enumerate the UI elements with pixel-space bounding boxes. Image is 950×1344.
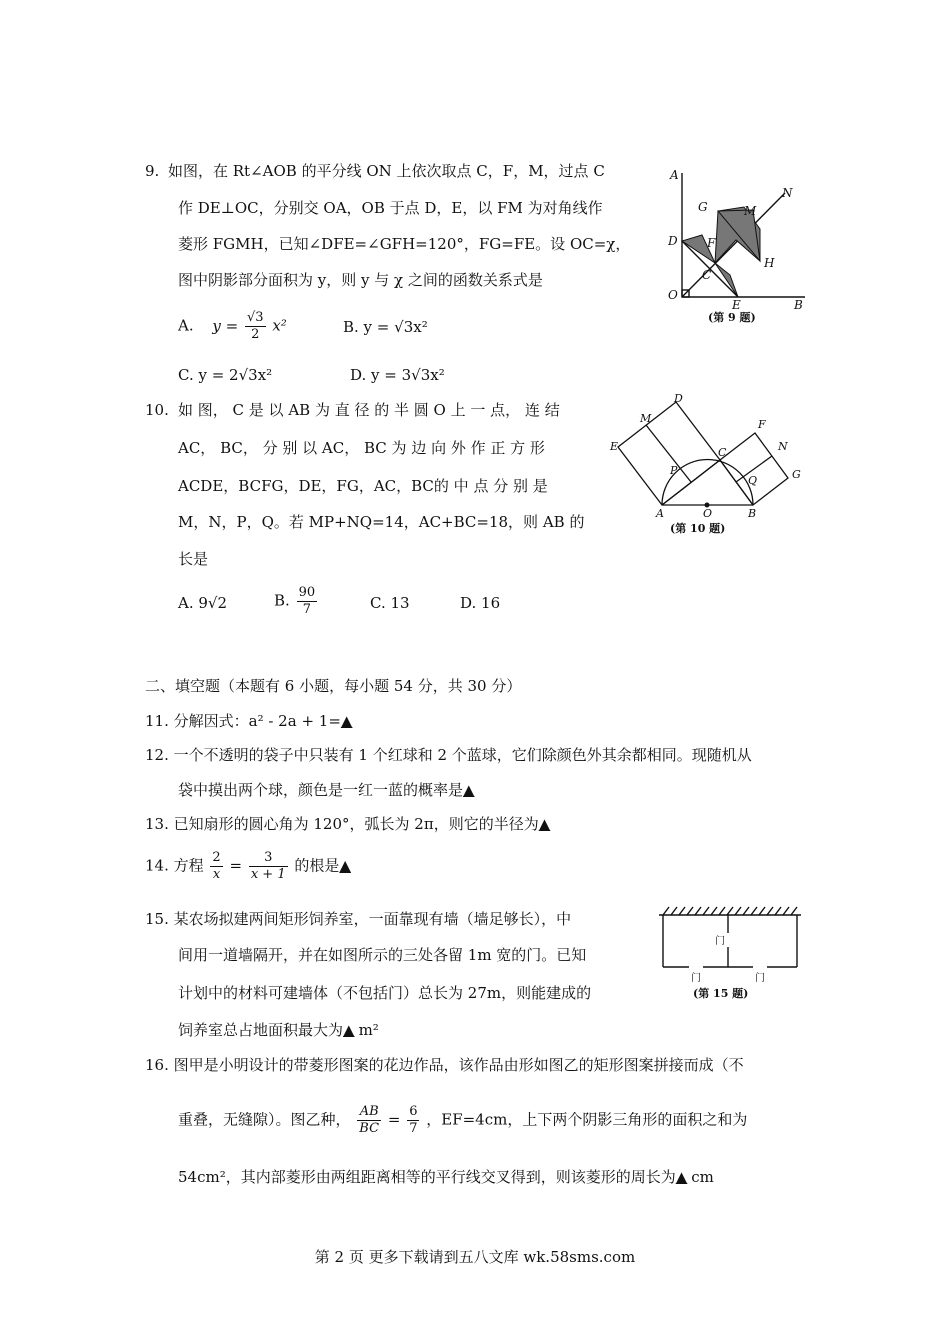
q12-line-2 [178, 780, 475, 800]
q14-fraction-1-denominator: x [212, 867, 221, 882]
q15-line-2: 间用一道墙隔开，并在如图所示的三处各留 1m 宽的门。已知 [178, 946, 587, 964]
q9-line-3: 菱形 FGMH，已知∠DFE=∠GFH=120°，FG=FE。设 OC=χ， [178, 235, 631, 253]
q15-door-left: 门 [691, 973, 701, 984]
q10-option-d: D. 16 [460, 594, 501, 612]
q10-label-g: G [792, 468, 801, 481]
q9-label-f: F [707, 236, 716, 250]
q9-label-m: M [744, 204, 757, 218]
q15-line-4 [178, 1020, 379, 1040]
q12-answer-blank: ▲ [463, 781, 475, 799]
q10-line-1: 如 图， C 是 以 AB 为 直 径 的 半 圆 O 上 一 点， 连 结 [178, 401, 560, 419]
q16-fraction-2-numerator: 6 [409, 1104, 418, 1119]
q14-fraction-2-denominator: x + 1 [250, 867, 286, 882]
q10-option-c: C. 13 [370, 594, 410, 612]
q10-option-b-label: B. [274, 591, 290, 610]
q16-fraction-1 [357, 1104, 381, 1137]
q16-line-2-pre: 重叠，无缝隙）。图乙种， [178, 1110, 351, 1129]
q10-label-e: E [610, 440, 619, 453]
q16-line-1: 16. 图甲是小明设计的带菱形图案的花边作品，该作品由形如图乙的矩形图案拼接而成（不 [145, 1056, 744, 1074]
q9-line-4: 图中阴影部分面积为 y，则 y 与 χ 之间的函数关系式是 [178, 271, 543, 289]
q9-number: 9. [145, 162, 160, 180]
q16-fraction-2 [407, 1104, 419, 1137]
q13-answer-blank: ▲ [538, 815, 551, 833]
q10-line-2: AC， BC， 分 别 以 AC， BC 为 边 向 外 作 正 方 形 [178, 439, 545, 457]
q16-fraction-1-numerator: AB [357, 1104, 381, 1121]
q10-option-a: A. 9√2 [178, 594, 228, 612]
q14-pre: 14. 方程 [145, 856, 204, 875]
q16-line-3 [178, 1167, 714, 1187]
q9-label-c: C [702, 268, 712, 282]
q9-option-d: D. y = 3√3x² [350, 366, 445, 384]
q15-line-3: 计划中的材料可建墙体（不包括门）总长为 27m，则能建成的 [178, 984, 592, 1002]
q14-fraction-1 [210, 850, 222, 883]
q10-line-3: ACDE，BCFG，DE，FG，AC，BC的 中 点 分 别 是 [178, 477, 548, 495]
q10-label-f: F [758, 418, 766, 431]
q9-label-b: B [794, 298, 803, 312]
q9-option-c: C. y = 2√3x² [178, 366, 273, 384]
q9-label-d: D [668, 234, 678, 248]
q9-option-a-fraction [245, 310, 266, 343]
q9-label-a: A [670, 168, 679, 182]
q15-door-right: 门 [755, 973, 765, 984]
q15-figure-caption: (第 15 题) [693, 987, 749, 1000]
q14 [145, 850, 351, 883]
q15-unit: m² [358, 1021, 379, 1039]
q14-answer-blank: ▲ [339, 856, 351, 875]
q14-fraction-2 [249, 850, 288, 883]
q16-equals: = [387, 1110, 401, 1129]
q10-option-b-denominator: 7 [302, 602, 311, 617]
q10-label-a: A [656, 507, 664, 520]
q9-option-a-denominator: 2 [251, 327, 260, 342]
q9-label-g: G [698, 200, 708, 214]
q11-answer-blank: ▲ [340, 712, 353, 730]
q10-line-5: 长是 [178, 550, 209, 568]
q9-line-1: 如图，在 Rt∠AOB 的平分线 ON 上依次取点 C，F，M，过点 C [168, 162, 605, 180]
q14-fraction-1-numerator: 2 [212, 850, 221, 865]
section-2-title: 二、填空题（本题有 6 小题，每小题 54 分，共 30 分） [145, 677, 522, 695]
q13-text: 13. 已知扇形的圆心角为 120°，弧长为 2π，则它的半径为 [145, 815, 539, 833]
q16-line-2-post: ，EF=4cm，上下两个阴影三角形的面积之和为 [426, 1110, 748, 1129]
q10-number: 10. [145, 401, 169, 419]
page-footer: 第 2 页 更多下载请到五八文库 wk.58sms.com [314, 1248, 636, 1266]
q16-fraction-1-denominator: BC [359, 1121, 380, 1136]
q10-label-o: O [703, 507, 713, 520]
q16-unit: cm [691, 1168, 714, 1186]
q15-answer-blank: ▲ [343, 1021, 355, 1039]
q9-line-2: 作 DE⊥OC，分别交 OA，OB 于点 D，E，以 FM 为对角线作 [178, 199, 603, 217]
q13 [145, 814, 550, 834]
q10-label-q: Q [748, 474, 758, 487]
q16-answer-blank: ▲ [675, 1168, 688, 1186]
q15-text: 饲养室总占地面积最大为 [178, 1021, 344, 1039]
q11 [145, 711, 352, 731]
q10-line-4: M，N，P，Q。若 MP+NQ=14，AC+BC=18，则 AB 的 [178, 513, 585, 531]
q9-label-o: O [668, 288, 678, 302]
q14-equals: = [229, 856, 243, 875]
q14-fraction-2-numerator: 3 [249, 850, 288, 867]
q10-label-d: D [674, 392, 683, 405]
q16-line-2 [178, 1104, 747, 1137]
q10-label-b: B [748, 507, 757, 520]
q9-option-a-label: A. [178, 316, 194, 335]
q11-text: 11. 分解因式：a² - 2a + 1= [145, 712, 341, 730]
q12-text: 袋中摸出两个球，颜色是一红一蓝的概率是 [178, 781, 464, 799]
q10-label-m: M [640, 412, 652, 425]
q9-option-a-post: x² [272, 316, 287, 335]
q9-figure-caption: (第 9 题) [708, 311, 756, 324]
q10-label-c: C [718, 446, 727, 459]
q14-post: 的根是 [294, 856, 340, 875]
q9-option-a [178, 310, 287, 343]
q10-label-n: N [778, 440, 788, 453]
q15-line-1: 15. 某农场拟建两间矩形饲养室，一面靠现有墙（墙足够长），中 [145, 910, 572, 928]
q9-label-h: H [764, 256, 775, 270]
q10-figure [608, 392, 808, 537]
q9-figure [660, 165, 820, 325]
q10-option-b-numerator: 90 [298, 585, 316, 600]
q12-line-1: 12. 一个不透明的袋子中只装有 1 个红球和 2 个蓝球，它们除颜色外其余都相同。现随机从 [145, 746, 752, 764]
q10-option-b-fraction [297, 585, 318, 618]
q15-figure [655, 905, 805, 1003]
q9-option-a-numerator: √3 [246, 310, 264, 325]
q10-figure-caption: (第 10 题) [670, 522, 726, 535]
q15-door-middle: 门 [715, 936, 725, 947]
q16-fraction-2-denominator: 7 [409, 1121, 418, 1136]
q9-option-a-pre: y = [212, 316, 239, 335]
q9-label-n: N [782, 186, 793, 200]
q9-label-e: E [732, 298, 741, 312]
q16-line-3-text: 54cm²，其内部菱形由两组距离相等的平行线交叉得到，则该菱形的周长为 [178, 1168, 676, 1186]
q10-option-b [274, 585, 319, 618]
q10-label-p: P [670, 464, 678, 477]
q9-option-b: B. y = √3x² [343, 318, 428, 336]
